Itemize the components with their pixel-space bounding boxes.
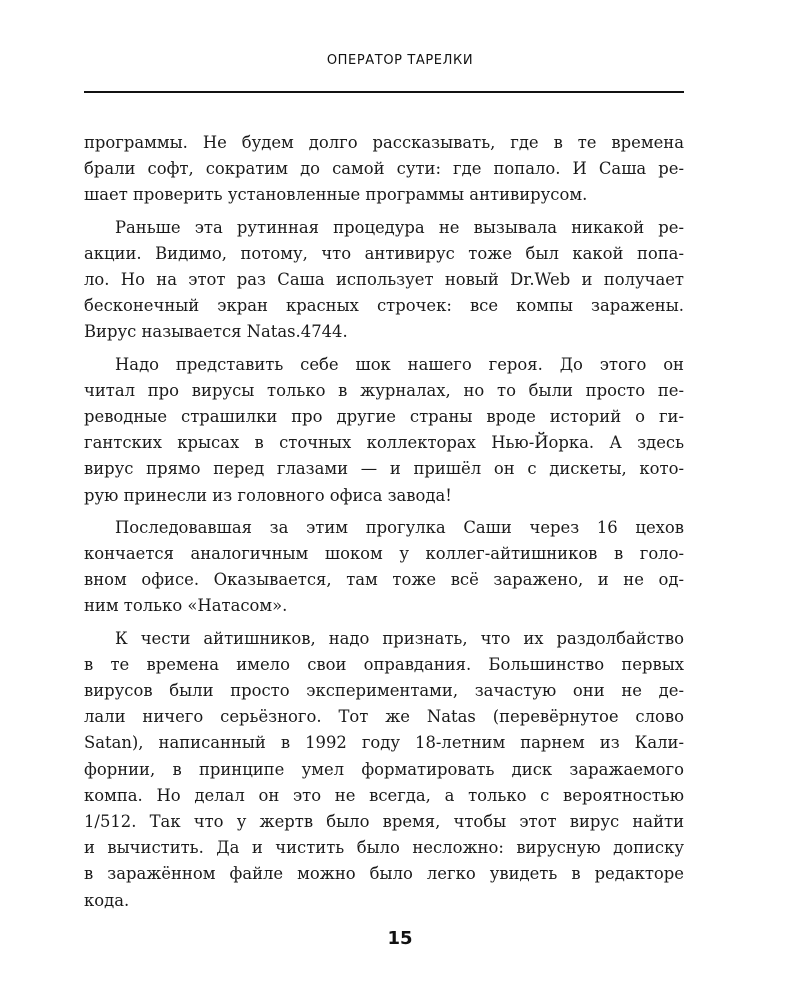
- text-line: бесконечный экран красных строчек: все компы заражены.: [84, 296, 684, 316]
- paragraph-3: [84, 352, 684, 509]
- text-line: форнии, в принципе умел форматировать диск заражаемого: [84, 759, 684, 779]
- text-line: Satan), написанный в 1992 году 18-летним парнем из Кали-: [84, 733, 684, 753]
- paragraph-2: [84, 215, 684, 346]
- text-line: реводные страшилки про другие страны вроде историй о ги-: [84, 407, 684, 427]
- text-line: брали софт, сократим до самой сути: где попало. И Саша ре-: [84, 159, 684, 179]
- text-line: Вирус называется Natas.4744.: [84, 322, 348, 342]
- page-number: 15: [387, 928, 413, 949]
- paragraph-1: [84, 130, 684, 209]
- text-line: компа. Но делал он это не всегда, а только с вероятностью: [84, 785, 684, 805]
- text-line: ним только «Натасом».: [84, 596, 288, 616]
- text-line: вирус прямо перед глазами — и пришёл он с дискеты, кото-: [84, 459, 684, 479]
- text-line: лали ничего серьёзного. Тот же Natas (перевёрнутое слово: [84, 707, 684, 727]
- text-line: в те времена имело свои оправдания. Большинство первых: [84, 654, 684, 674]
- header-rule: [84, 91, 684, 93]
- text-line: К чести айтишников, надо признать, что их раздолбайство: [115, 628, 684, 648]
- text-line: гантских крысах в сточных коллекторах Нью-Йорка. А здесь: [84, 433, 684, 453]
- text-line: вном офисе. Оказывается, там тоже всё заражено, и не од-: [84, 570, 684, 590]
- text-line: кончается аналогичным шоком у коллег-айтишников в голо-: [84, 544, 684, 564]
- text-line: ло. Но на этот раз Саша использует новый Dr.Web и получает: [84, 270, 684, 290]
- text-line: Надо представить себе шок нашего героя. До этого он: [115, 354, 684, 374]
- text-line: рую принесли из головного офиса завода!: [84, 485, 452, 505]
- text-line: кода.: [84, 890, 130, 910]
- text-line: Последовавшая за этим прогулка Саши через 16 цехов: [115, 517, 684, 537]
- text-line: программы. Не будем долго рассказывать, где в те времена: [84, 133, 684, 152]
- paragraph-5: [84, 626, 684, 914]
- text-line: в заражённом файле можно было легко увидеть в редакторе: [84, 864, 684, 884]
- body-text: [84, 130, 684, 920]
- text-line: 1/512. Так что у жертв было время, чтобы этот вирус найти: [84, 812, 684, 832]
- running-head: ОПЕРАТОР ТАРЕЛКИ: [326, 53, 474, 68]
- text-line: шает проверить установленные программы антивирусом.: [84, 185, 588, 205]
- text-line: акции. Видимо, потому, что антивирус тоже был какой попа-: [84, 243, 684, 263]
- paragraph-4: [84, 515, 684, 620]
- text-line: Раньше эта рутинная процедура не вызывала никакой ре-: [115, 217, 684, 237]
- text-line: вирусов были просто экспериментами, зачастую они не де-: [84, 681, 684, 701]
- text-line: читал про вирусы только в журналах, но то были просто пе-: [84, 380, 684, 400]
- text-line: и вычистить. Да и чистить было несложно: вирусную дописку: [84, 838, 684, 858]
